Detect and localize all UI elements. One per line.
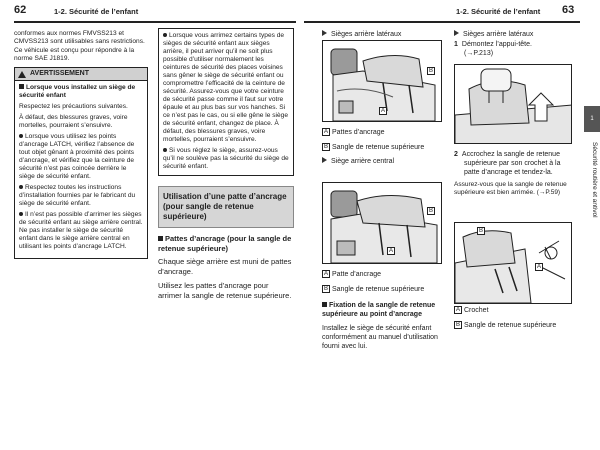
marker-b: B bbox=[428, 68, 433, 74]
step-1: 1 Démontez l’appui-tête. (→P.213) bbox=[454, 41, 532, 57]
intro-text: conformes aux normes FMVSS213 et CMVSS213 sont utilisables sans restrictions. bbox=[14, 30, 145, 45]
step-2: 2 Accrochez la sangle de retenue supérieure par son crochet à la patte d’ancrage et tendez-la. bbox=[454, 151, 561, 176]
bullet-icon bbox=[19, 212, 23, 216]
triangle-bullet-icon bbox=[454, 30, 459, 36]
note-text: Assurez-vous que la sangle de retenue supérieure est bien arrimée. (→P.59) bbox=[454, 181, 567, 196]
warning-para: À défaut, des blessures graves, voire mortelles, pourraient s’ensuivre. bbox=[19, 114, 128, 129]
figure-center-seat bbox=[322, 182, 442, 264]
left-section-title: 1-2. Sécurité de l’enfant bbox=[54, 7, 139, 16]
column-2 bbox=[158, 30, 294, 302]
sub-heading: Pattes d’ancrage (pour la sangle de retenue supérieure) bbox=[158, 234, 292, 253]
legend-a: A Pattes d’ancrage bbox=[323, 129, 385, 136]
warning-bullet: Lorsque vous arrimez certains types de sièges de sécurité enfant aux sièges arrière, il peut arriver qu’il ne soit plus possible d’utiliser normalement les ceintures de sécurité des places voisines sans gêner le siège de sécurité enfant ou compromettre l’efficacité de la ceinture de sécurité. Assurez-vous que votre ceinture de sécurité passe comme il faut sur votre épaule et au plus bas sur vos hanches. Si ce n’est pas le cas, ou si elle gêne le siège de sécurité enfant, changez de place. À défaut, des blessures graves, voire mortelles, pourraient s’ensuivre. bbox=[163, 32, 288, 143]
right-section-title: 1-2. Sécurité de l’enfant bbox=[456, 7, 541, 16]
headrest-illustration bbox=[455, 65, 572, 144]
fig2-legend bbox=[322, 270, 446, 351]
square-bullet-icon bbox=[158, 236, 163, 241]
seat-illustration-center bbox=[323, 183, 442, 264]
col4-step2 bbox=[454, 150, 574, 197]
warning-bullet: Respectez toutes les instructions d’installation fournies par le fabricant du siège de sécurité enfant. bbox=[19, 184, 136, 207]
left-header-rule bbox=[14, 21, 296, 23]
figure-outboard-seats bbox=[322, 40, 442, 122]
fig1-title: Sièges arrière latéraux bbox=[322, 30, 444, 39]
square-bullet-icon bbox=[19, 84, 24, 89]
triangle-bullet-icon bbox=[322, 30, 327, 36]
figure-headrest bbox=[454, 64, 572, 144]
body-paragraph: Utilisez les pattes d’ancrage pour arrimer la sangle de retenue supérieure. bbox=[158, 281, 292, 300]
fig2-title: Siège arrière central bbox=[322, 157, 446, 166]
col4-title: Sièges arrière latéraux bbox=[454, 30, 572, 39]
warning-title: AVERTISSEMENT bbox=[30, 70, 89, 77]
fix-text: Installez le siège de sécurité enfant conformément au manuel d’utilisation fourni avec lui. bbox=[322, 325, 438, 350]
marker-a: A bbox=[380, 108, 385, 114]
warning-continued-box bbox=[158, 28, 294, 176]
warning-bullet: Lorsque vous utilisez les points d’ancrage LATCH, vérifiez l’absence de tout objet gênant à proximité des points d’ancrage, et vérifiez que la ceinture de sécurité n’est pas coincée derrière le siège de sécurité enfant. bbox=[19, 133, 135, 180]
bullet-icon bbox=[19, 185, 23, 189]
bullet-icon bbox=[163, 148, 167, 152]
right-header bbox=[304, 6, 586, 20]
warning-para: Respectez les précautions suivantes. bbox=[19, 103, 128, 110]
chapter-tab: 1 bbox=[584, 106, 600, 132]
marker-b: B bbox=[478, 228, 483, 234]
bullet-icon bbox=[19, 134, 23, 138]
square-bullet-icon bbox=[322, 302, 327, 307]
column-3 bbox=[322, 30, 444, 39]
marker-b: B bbox=[428, 208, 433, 214]
warning-header bbox=[15, 68, 147, 81]
left-page-number: 62 bbox=[14, 4, 27, 16]
hook-illustration bbox=[455, 223, 572, 304]
legend-a: A Patte d’ancrage bbox=[323, 271, 382, 278]
intro-text-2: Ce véhicule est conçu pour répondre à la norme SAE J1819. bbox=[14, 47, 135, 62]
bullet-icon bbox=[163, 33, 167, 37]
warning-subhead: Lorsque vous installez un siège de sécurité enfant bbox=[19, 84, 136, 99]
column-1 bbox=[14, 30, 148, 259]
legend-b: B Sangle de retenue supérieure bbox=[455, 322, 557, 329]
fig1-legend bbox=[322, 128, 446, 166]
fix-heading: Fixation de la sangle de retenue supérieure au point d’ancrage bbox=[322, 302, 436, 318]
marker-a: A bbox=[536, 264, 541, 270]
column-4 bbox=[454, 30, 572, 58]
right-header-rule bbox=[304, 21, 580, 23]
triangle-bullet-icon bbox=[322, 157, 327, 163]
section-title-box: Utilisation d’une patte d’ancrage (pour sangle de retenue supérieure) bbox=[158, 186, 294, 228]
figure-hook bbox=[454, 222, 572, 304]
legend-b: B Sangle de retenue supérieure bbox=[323, 144, 425, 151]
chapter-vertical-title: Sécurité routière et antivol bbox=[591, 142, 598, 218]
warning-bullet: Il n’est pas possible d’arrimer les sièges de sécurité enfant au siège arrière central. Ne pas installer le siège de sécurité enfant dans le siège arrière central en utilisant les points d’ancrage LATCH. bbox=[19, 211, 143, 250]
marker-a: A bbox=[388, 248, 393, 254]
warning-bullet: Si vous réglez le siège, assurez-vous qu’il ne soulève pas la sécurité du siège de sécurité enfant. bbox=[163, 147, 289, 170]
warning-body bbox=[15, 81, 147, 258]
legend-a: A Crochet bbox=[455, 307, 489, 314]
warning-icon bbox=[18, 71, 26, 78]
warning-box bbox=[14, 67, 148, 259]
body-paragraph: Chaque siège arrière est muni de pattes d’ancrage. bbox=[158, 257, 292, 276]
right-page-number: 63 bbox=[562, 4, 575, 16]
fig3-legend bbox=[454, 306, 574, 333]
legend-b: B Sangle de retenue supérieure bbox=[323, 286, 425, 293]
left-header bbox=[14, 6, 294, 20]
